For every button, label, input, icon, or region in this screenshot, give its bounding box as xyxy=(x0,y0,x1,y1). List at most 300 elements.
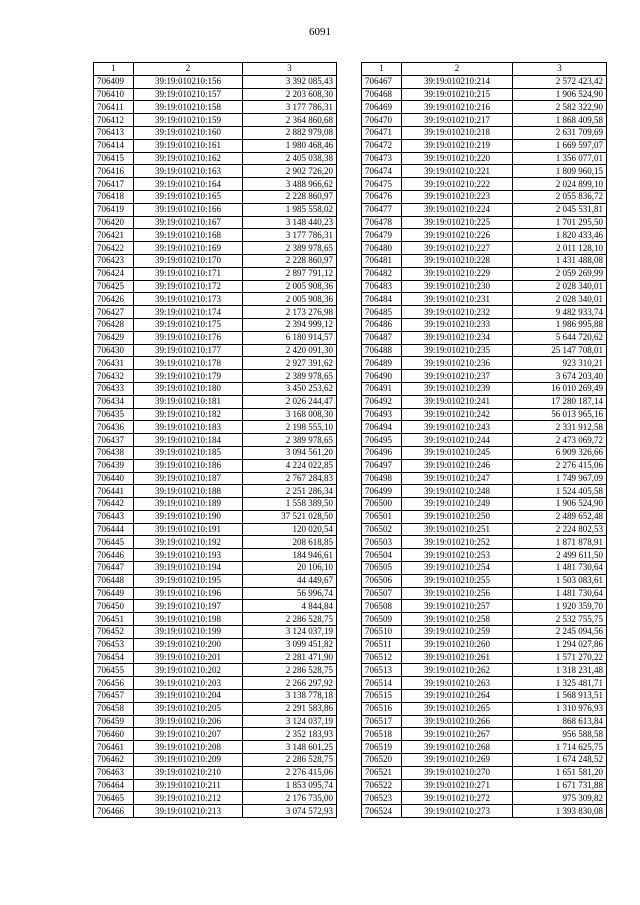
table-row xyxy=(362,664,607,677)
cadastral-number-cell: 39:19:010210:221 xyxy=(402,165,513,178)
table-row xyxy=(362,792,607,805)
record-number-cell: 706448 xyxy=(94,574,134,587)
table-row xyxy=(94,293,337,306)
cadastral-number-cell: 39:19:010210:169 xyxy=(134,242,243,255)
value-cell: 1 310 976,93 xyxy=(513,702,607,715)
record-number-cell: 706446 xyxy=(94,549,134,562)
record-number-cell: 706421 xyxy=(94,229,134,242)
table-row xyxy=(94,472,337,485)
value-cell: 9 482 933,74 xyxy=(513,306,607,319)
record-number-cell: 706454 xyxy=(94,651,134,664)
record-number-cell: 706523 xyxy=(362,792,402,805)
table-row xyxy=(94,562,337,575)
record-number-cell: 706447 xyxy=(94,562,134,575)
record-number-cell: 706431 xyxy=(94,357,134,370)
cadastral-number-cell: 39:19:010210:196 xyxy=(134,587,243,600)
table-row xyxy=(362,331,607,344)
value-cell: 1 481 730,64 xyxy=(513,562,607,575)
value-cell: 2 028 340,01 xyxy=(513,293,607,306)
table-row xyxy=(94,702,337,715)
record-number-cell: 706464 xyxy=(94,779,134,792)
cadastral-number-cell: 39:19:010210:194 xyxy=(134,562,243,575)
value-cell: 2 532 755,75 xyxy=(513,613,607,626)
value-cell: 1 524 405,58 xyxy=(513,485,607,498)
record-number-cell: 706501 xyxy=(362,510,402,523)
value-cell: 20 106,10 xyxy=(243,562,337,575)
record-number-cell: 706504 xyxy=(362,549,402,562)
table-right-body xyxy=(362,75,607,817)
table-row xyxy=(94,165,337,178)
table-row xyxy=(94,357,337,370)
cadastral-number-cell: 39:19:010210:246 xyxy=(402,459,513,472)
cadastral-number-cell: 39:19:010210:268 xyxy=(402,741,513,754)
header-cell: 3 xyxy=(243,63,337,76)
cadastral-number-cell: 39:19:010210:270 xyxy=(402,766,513,779)
table-row xyxy=(362,510,607,523)
table-row xyxy=(94,549,337,562)
value-cell: 2 176 735,00 xyxy=(243,792,337,805)
cadastral-number-cell: 39:19:010210:180 xyxy=(134,382,243,395)
record-number-cell: 706457 xyxy=(94,690,134,703)
record-number-cell: 706507 xyxy=(362,587,402,600)
table-row xyxy=(94,766,337,779)
value-cell: 2 005 908,36 xyxy=(243,280,337,293)
table-row xyxy=(94,203,337,216)
page-number: 6091 xyxy=(309,26,331,38)
record-number-cell: 706420 xyxy=(94,216,134,229)
record-number-cell: 706411 xyxy=(94,101,134,114)
table-row xyxy=(362,613,607,626)
header-cell: 3 xyxy=(513,63,607,76)
cadastral-number-cell: 39:19:010210:216 xyxy=(402,101,513,114)
value-cell: 2 203 608,30 xyxy=(243,88,337,101)
value-cell: 3 094 561,20 xyxy=(243,446,337,459)
cadastral-number-cell: 39:19:010210:256 xyxy=(402,587,513,600)
cadastral-number-cell: 39:19:010210:198 xyxy=(134,613,243,626)
value-cell: 2 420 091,30 xyxy=(243,344,337,357)
cadastral-number-cell: 39:19:010210:215 xyxy=(402,88,513,101)
table-row xyxy=(362,203,607,216)
value-cell: 6 909 326,66 xyxy=(513,446,607,459)
cadastral-number-cell: 39:19:010210:178 xyxy=(134,357,243,370)
cadastral-number-cell: 39:19:010210:227 xyxy=(402,242,513,255)
table-row xyxy=(94,574,337,587)
record-number-cell: 706459 xyxy=(94,715,134,728)
table-row xyxy=(94,126,337,139)
table-row xyxy=(94,536,337,549)
record-number-cell: 706481 xyxy=(362,254,402,267)
cadastral-number-cell: 39:19:010210:235 xyxy=(402,344,513,357)
record-number-cell: 706486 xyxy=(362,318,402,331)
table-left-body xyxy=(94,75,337,817)
cadastral-number-cell: 39:19:010210:271 xyxy=(402,779,513,792)
record-number-cell: 706474 xyxy=(362,165,402,178)
record-number-cell: 706502 xyxy=(362,523,402,536)
value-cell: 1 431 488,08 xyxy=(513,254,607,267)
value-cell: 1 669 597,07 xyxy=(513,139,607,152)
record-number-cell: 706455 xyxy=(94,664,134,677)
cadastral-number-cell: 39:19:010210:164 xyxy=(134,178,243,191)
record-number-cell: 706439 xyxy=(94,459,134,472)
record-number-cell: 706478 xyxy=(362,216,402,229)
table-row xyxy=(362,88,607,101)
table-row xyxy=(362,293,607,306)
value-cell: 1 980 468,46 xyxy=(243,139,337,152)
value-cell: 2 897 791,12 xyxy=(243,267,337,280)
table-row xyxy=(94,395,337,408)
value-cell: 868 613,84 xyxy=(513,715,607,728)
value-cell: 3 148 440,23 xyxy=(243,216,337,229)
table-left xyxy=(93,62,337,818)
cadastral-number-cell: 39:19:010210:230 xyxy=(402,280,513,293)
value-cell: 2 631 709,69 xyxy=(513,126,607,139)
cadastral-number-cell: 39:19:010210:269 xyxy=(402,754,513,767)
table-row xyxy=(362,715,607,728)
table-row xyxy=(362,549,607,562)
record-number-cell: 706472 xyxy=(362,139,402,152)
value-cell: 2 059 269,99 xyxy=(513,267,607,280)
record-number-cell: 706422 xyxy=(94,242,134,255)
cadastral-number-cell: 39:19:010210:253 xyxy=(402,549,513,562)
value-cell: 3 674 203,40 xyxy=(513,370,607,383)
record-number-cell: 706487 xyxy=(362,331,402,344)
record-number-cell: 706473 xyxy=(362,152,402,165)
cadastral-number-cell: 39:19:010210:206 xyxy=(134,715,243,728)
value-cell: 1 356 077,01 xyxy=(513,152,607,165)
table-row xyxy=(94,370,337,383)
cadastral-number-cell: 39:19:010210:233 xyxy=(402,318,513,331)
value-cell: 2 005 908,36 xyxy=(243,293,337,306)
cadastral-number-cell: 39:19:010210:255 xyxy=(402,574,513,587)
table-row xyxy=(362,254,607,267)
record-number-cell: 706518 xyxy=(362,728,402,741)
record-number-cell: 706424 xyxy=(94,267,134,280)
record-number-cell: 706427 xyxy=(94,306,134,319)
cadastral-number-cell: 39:19:010210:161 xyxy=(134,139,243,152)
cadastral-number-cell: 39:19:010210:173 xyxy=(134,293,243,306)
table-row xyxy=(94,421,337,434)
record-number-cell: 706429 xyxy=(94,331,134,344)
value-cell: 3 074 572,93 xyxy=(243,805,337,818)
table-row xyxy=(94,88,337,101)
table-row xyxy=(362,229,607,242)
record-number-cell: 706519 xyxy=(362,741,402,754)
cadastral-number-cell: 39:19:010210:258 xyxy=(402,613,513,626)
record-number-cell: 706515 xyxy=(362,690,402,703)
table-row xyxy=(362,472,607,485)
table-row xyxy=(94,510,337,523)
cadastral-number-cell: 39:19:010210:212 xyxy=(134,792,243,805)
record-number-cell: 706461 xyxy=(94,741,134,754)
table-row xyxy=(94,408,337,421)
value-cell: 2 045 531,81 xyxy=(513,203,607,216)
table-row xyxy=(94,242,337,255)
cadastral-number-cell: 39:19:010210:160 xyxy=(134,126,243,139)
cadastral-number-cell: 39:19:010210:217 xyxy=(402,114,513,127)
cadastral-number-cell: 39:19:010210:273 xyxy=(402,805,513,818)
table-row xyxy=(94,216,337,229)
table-row xyxy=(94,101,337,114)
record-number-cell: 706514 xyxy=(362,677,402,690)
cadastral-number-cell: 39:19:010210:263 xyxy=(402,677,513,690)
record-number-cell: 706482 xyxy=(362,267,402,280)
value-cell: 2 389 978,65 xyxy=(243,434,337,447)
cadastral-number-cell: 39:19:010210:170 xyxy=(134,254,243,267)
record-number-cell: 706496 xyxy=(362,446,402,459)
cadastral-number-cell: 39:19:010210:179 xyxy=(134,370,243,383)
record-number-cell: 706428 xyxy=(94,318,134,331)
record-number-cell: 706452 xyxy=(94,626,134,639)
record-number-cell: 706423 xyxy=(94,254,134,267)
table-row xyxy=(362,75,607,88)
table-row xyxy=(362,600,607,613)
table-right xyxy=(361,62,607,818)
value-cell: 2 582 322,90 xyxy=(513,101,607,114)
header-cell: 1 xyxy=(362,63,402,76)
value-cell: 3 488 966,62 xyxy=(243,178,337,191)
table-row xyxy=(94,254,337,267)
table-row xyxy=(94,613,337,626)
table-row xyxy=(362,446,607,459)
value-cell: 3 124 037,19 xyxy=(243,715,337,728)
record-number-cell: 706416 xyxy=(94,165,134,178)
value-cell: 3 138 778,18 xyxy=(243,690,337,703)
table-row xyxy=(362,754,607,767)
cadastral-number-cell: 39:19:010210:232 xyxy=(402,306,513,319)
record-number-cell: 706469 xyxy=(362,101,402,114)
value-cell: 1 481 730,64 xyxy=(513,587,607,600)
value-cell: 2 902 726,20 xyxy=(243,165,337,178)
cadastral-number-cell: 39:19:010210:204 xyxy=(134,690,243,703)
value-cell: 956 588,58 xyxy=(513,728,607,741)
record-number-cell: 706490 xyxy=(362,370,402,383)
table-row xyxy=(362,805,607,818)
record-number-cell: 706484 xyxy=(362,293,402,306)
cadastral-number-cell: 39:19:010210:201 xyxy=(134,651,243,664)
value-cell: 6 180 914,57 xyxy=(243,331,337,344)
table-row xyxy=(94,446,337,459)
table-row xyxy=(362,562,607,575)
cadastral-number-cell: 39:19:010210:219 xyxy=(402,139,513,152)
record-number-cell: 706432 xyxy=(94,370,134,383)
cadastral-number-cell: 39:19:010210:247 xyxy=(402,472,513,485)
cadastral-number-cell: 39:19:010210:189 xyxy=(134,498,243,511)
record-number-cell: 706444 xyxy=(94,523,134,536)
table-header-row xyxy=(362,63,607,76)
table-row xyxy=(362,741,607,754)
cadastral-number-cell: 39:19:010210:209 xyxy=(134,754,243,767)
record-number-cell: 706491 xyxy=(362,382,402,395)
cadastral-number-cell: 39:19:010210:251 xyxy=(402,523,513,536)
table-row xyxy=(94,626,337,639)
record-number-cell: 706413 xyxy=(94,126,134,139)
cadastral-number-cell: 39:19:010210:188 xyxy=(134,485,243,498)
record-number-cell: 706460 xyxy=(94,728,134,741)
table-row xyxy=(362,165,607,178)
cadastral-number-cell: 39:19:010210:171 xyxy=(134,267,243,280)
table-row xyxy=(362,344,607,357)
cadastral-number-cell: 39:19:010210:241 xyxy=(402,395,513,408)
cadastral-number-cell: 39:19:010210:272 xyxy=(402,792,513,805)
table-row xyxy=(362,395,607,408)
table-row xyxy=(362,242,607,255)
record-number-cell: 706524 xyxy=(362,805,402,818)
record-number-cell: 706440 xyxy=(94,472,134,485)
record-number-cell: 706494 xyxy=(362,421,402,434)
cadastral-number-cell: 39:19:010210:243 xyxy=(402,421,513,434)
table-row xyxy=(362,638,607,651)
record-number-cell: 706500 xyxy=(362,498,402,511)
cadastral-number-cell: 39:19:010210:242 xyxy=(402,408,513,421)
table-row xyxy=(362,318,607,331)
record-number-cell: 706425 xyxy=(94,280,134,293)
table-row xyxy=(94,280,337,293)
table-row xyxy=(94,690,337,703)
cadastral-number-cell: 39:19:010210:266 xyxy=(402,715,513,728)
cadastral-number-cell: 39:19:010210:210 xyxy=(134,766,243,779)
table-row xyxy=(362,216,607,229)
value-cell: 2 352 183,93 xyxy=(243,728,337,741)
record-number-cell: 706441 xyxy=(94,485,134,498)
cadastral-number-cell: 39:19:010210:267 xyxy=(402,728,513,741)
value-cell: 1 503 083,61 xyxy=(513,574,607,587)
table-header-row xyxy=(94,63,337,76)
table-row xyxy=(362,280,607,293)
cadastral-number-cell: 39:19:010210:222 xyxy=(402,178,513,191)
value-cell: 2 499 611,50 xyxy=(513,549,607,562)
value-cell: 5 644 720,62 xyxy=(513,331,607,344)
cadastral-number-cell: 39:19:010210:252 xyxy=(402,536,513,549)
record-number-cell: 706485 xyxy=(362,306,402,319)
value-cell: 2 224 802,53 xyxy=(513,523,607,536)
value-cell: 1 749 967,09 xyxy=(513,472,607,485)
record-number-cell: 706489 xyxy=(362,357,402,370)
record-number-cell: 706410 xyxy=(94,88,134,101)
value-cell: 4 844,84 xyxy=(243,600,337,613)
header-cell: 1 xyxy=(94,63,134,76)
record-number-cell: 706426 xyxy=(94,293,134,306)
value-cell: 2 489 652,48 xyxy=(513,510,607,523)
cadastral-number-cell: 39:19:010210:184 xyxy=(134,434,243,447)
value-cell: 1 651 581,20 xyxy=(513,766,607,779)
table-row xyxy=(362,536,607,549)
table-row xyxy=(94,306,337,319)
value-cell: 2 228 860,97 xyxy=(243,254,337,267)
record-number-cell: 706476 xyxy=(362,190,402,203)
record-number-cell: 706443 xyxy=(94,510,134,523)
table-row xyxy=(362,587,607,600)
table-row xyxy=(362,101,607,114)
value-cell: 2 266 297,92 xyxy=(243,677,337,690)
record-number-cell: 706516 xyxy=(362,702,402,715)
cadastral-number-cell: 39:19:010210:162 xyxy=(134,152,243,165)
table-row xyxy=(94,677,337,690)
value-cell: 2 394 999,12 xyxy=(243,318,337,331)
cadastral-number-cell: 39:19:010210:191 xyxy=(134,523,243,536)
table-row xyxy=(94,459,337,472)
record-number-cell: 706522 xyxy=(362,779,402,792)
cadastral-number-cell: 39:19:010210:254 xyxy=(402,562,513,575)
record-number-cell: 706435 xyxy=(94,408,134,421)
cadastral-number-cell: 39:19:010210:213 xyxy=(134,805,243,818)
table-row xyxy=(94,190,337,203)
table-row xyxy=(362,690,607,703)
cadastral-number-cell: 39:19:010210:192 xyxy=(134,536,243,549)
record-number-cell: 706513 xyxy=(362,664,402,677)
cadastral-number-cell: 39:19:010210:165 xyxy=(134,190,243,203)
value-cell: 1 714 625,75 xyxy=(513,741,607,754)
value-cell: 2 286 528,75 xyxy=(243,664,337,677)
value-cell: 120 020,54 xyxy=(243,523,337,536)
record-number-cell: 706458 xyxy=(94,702,134,715)
record-number-cell: 706462 xyxy=(94,754,134,767)
record-number-cell: 706434 xyxy=(94,395,134,408)
cadastral-number-cell: 39:19:010210:193 xyxy=(134,549,243,562)
cadastral-number-cell: 39:19:010210:248 xyxy=(402,485,513,498)
record-number-cell: 706508 xyxy=(362,600,402,613)
value-cell: 1 906 524,90 xyxy=(513,88,607,101)
cadastral-number-cell: 39:19:010210:257 xyxy=(402,600,513,613)
cadastral-number-cell: 39:19:010210:265 xyxy=(402,702,513,715)
record-number-cell: 706466 xyxy=(94,805,134,818)
table-row xyxy=(94,741,337,754)
value-cell: 1 558 389,50 xyxy=(243,498,337,511)
table-row xyxy=(94,754,337,767)
record-number-cell: 706451 xyxy=(94,613,134,626)
table-row xyxy=(362,626,607,639)
table-row xyxy=(362,267,607,280)
value-cell: 2 028 340,01 xyxy=(513,280,607,293)
table-row xyxy=(94,114,337,127)
table-row xyxy=(94,587,337,600)
value-cell: 1 325 481,71 xyxy=(513,677,607,690)
value-cell: 1 809 960,15 xyxy=(513,165,607,178)
value-cell: 3 392 085,43 xyxy=(243,75,337,88)
record-number-cell: 706465 xyxy=(94,792,134,805)
table-row xyxy=(362,139,607,152)
record-number-cell: 706437 xyxy=(94,434,134,447)
table-row xyxy=(94,75,337,88)
record-number-cell: 706480 xyxy=(362,242,402,255)
value-cell: 2 251 286,34 xyxy=(243,485,337,498)
cadastral-number-cell: 39:19:010210:249 xyxy=(402,498,513,511)
value-cell: 2 882 979,08 xyxy=(243,126,337,139)
cadastral-number-cell: 39:19:010210:244 xyxy=(402,434,513,447)
table-row xyxy=(362,702,607,715)
record-number-cell: 706430 xyxy=(94,344,134,357)
value-cell: 1 568 913,51 xyxy=(513,690,607,703)
value-cell: 1 671 731,88 xyxy=(513,779,607,792)
cadastral-number-cell: 39:19:010210:237 xyxy=(402,370,513,383)
value-cell: 1 294 027,86 xyxy=(513,638,607,651)
value-cell: 56 996,74 xyxy=(243,587,337,600)
record-number-cell: 706509 xyxy=(362,613,402,626)
cadastral-number-cell: 39:19:010210:229 xyxy=(402,267,513,280)
table-row xyxy=(362,677,607,690)
value-cell: 2 281 471,90 xyxy=(243,651,337,664)
value-cell: 1 920 359,70 xyxy=(513,600,607,613)
value-cell: 16 010 269,49 xyxy=(513,382,607,395)
value-cell: 2 767 284,83 xyxy=(243,472,337,485)
cadastral-number-cell: 39:19:010210:168 xyxy=(134,229,243,242)
table-row xyxy=(94,485,337,498)
cadastral-number-cell: 39:19:010210:208 xyxy=(134,741,243,754)
cadastral-number-cell: 39:19:010210:185 xyxy=(134,446,243,459)
value-cell: 1 985 558,02 xyxy=(243,203,337,216)
value-cell: 2 024 899,10 xyxy=(513,178,607,191)
record-number-cell: 706419 xyxy=(94,203,134,216)
record-number-cell: 706499 xyxy=(362,485,402,498)
